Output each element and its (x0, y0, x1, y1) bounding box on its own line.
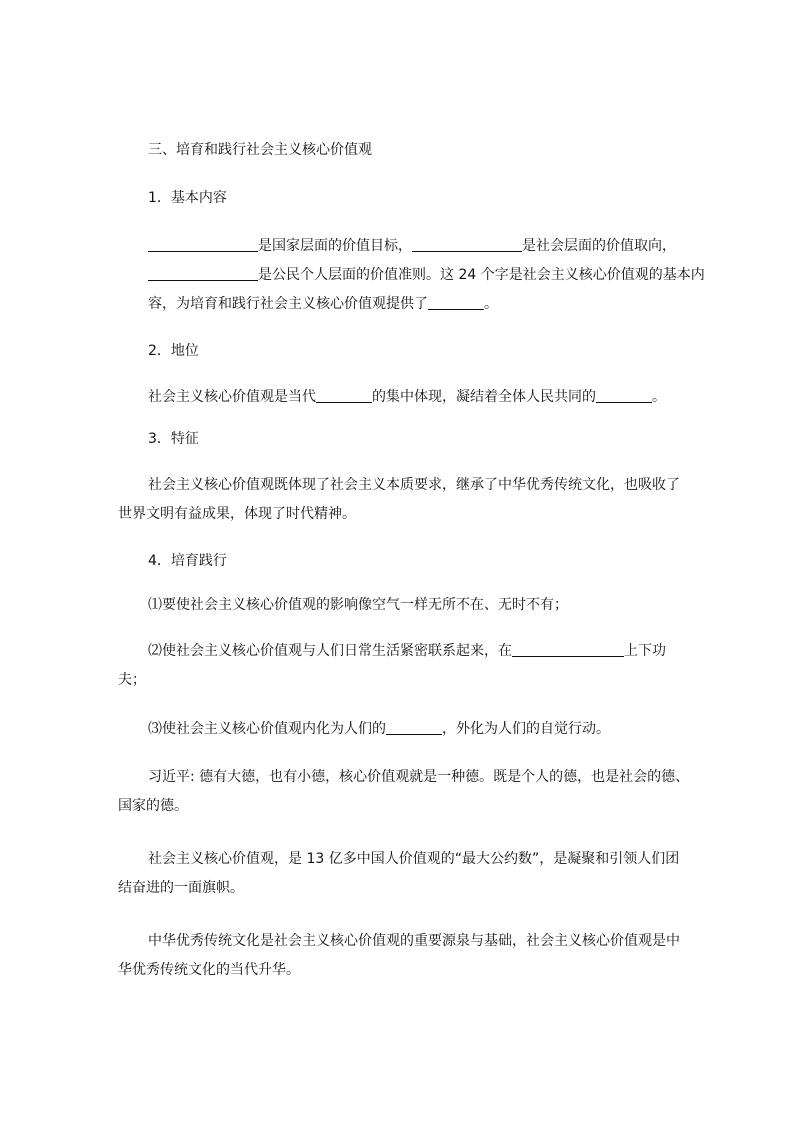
blank-effort[interactable] (512, 642, 624, 657)
blank-contemporary[interactable] (316, 388, 372, 403)
note-2: 社会主义核心价值观，是 13 亿多中国人价值观的“最大公约数”，是凝聚和引领人们团 结奋进的一面旗帜。 (118, 851, 680, 896)
item2-heading: 2．地位 (148, 343, 199, 359)
blank-pursuit[interactable] (386, 720, 442, 735)
item3-heading: 3．特征 (148, 431, 199, 447)
document-page (118, 140, 705, 985)
item2-line: 社会主义核心价值观是当代 的集中体现，凝结着全体人民共同的 。 (148, 389, 666, 405)
section-title: 三、培育和践行社会主义核心价值观 (148, 142, 372, 158)
item4-heading: 4．培育践行 (148, 553, 227, 569)
item4-point3: ⑶使社会主义核心价值观内化为人们的 ，外化为人们的自觉行动。 (148, 721, 610, 737)
item1-heading: 1．基本内容 (148, 190, 227, 206)
blank-personal-values[interactable] (148, 266, 258, 281)
blank-social-values[interactable] (412, 237, 522, 252)
item1-paragraph: 是国家层面的价值目标， 是社会层面的价值取向， 是公民个人层面的价值准则。这 24 个字是社会主义核心价值观的基本内 容，为培育和践行社会主义核心价值观提供了 。 (148, 238, 705, 312)
item4-point1: ⑴要使社会主义核心价值观的影响像空气一样无所不在、无时不有； (148, 597, 568, 613)
note-1: 习近平: 德有大德，也有小德，核心价值观就是一种德。既是个人的德，也是社会的德、 国家的德。 (118, 769, 690, 814)
item4-point2: ⑵使社会主义核心价值观与人们日常生活紧密联系起来，在 上下功 夫； (118, 643, 666, 688)
blank-foundation[interactable] (428, 295, 484, 310)
note-3: 中华优秀传统文化是社会主义核心价值观的重要源泉与基础，社会主义核心价值观是中 华优秀传统文化的当代升华。 (118, 933, 680, 978)
blank-common[interactable] (596, 388, 652, 403)
item3-paragraph: 社会主义核心价值观既体现了社会主义本质要求，继承了中华优秀传统文化，也吸收了 世界文明有益成果，体现了时代精神。 (118, 477, 680, 522)
blank-national-values[interactable] (148, 237, 258, 252)
